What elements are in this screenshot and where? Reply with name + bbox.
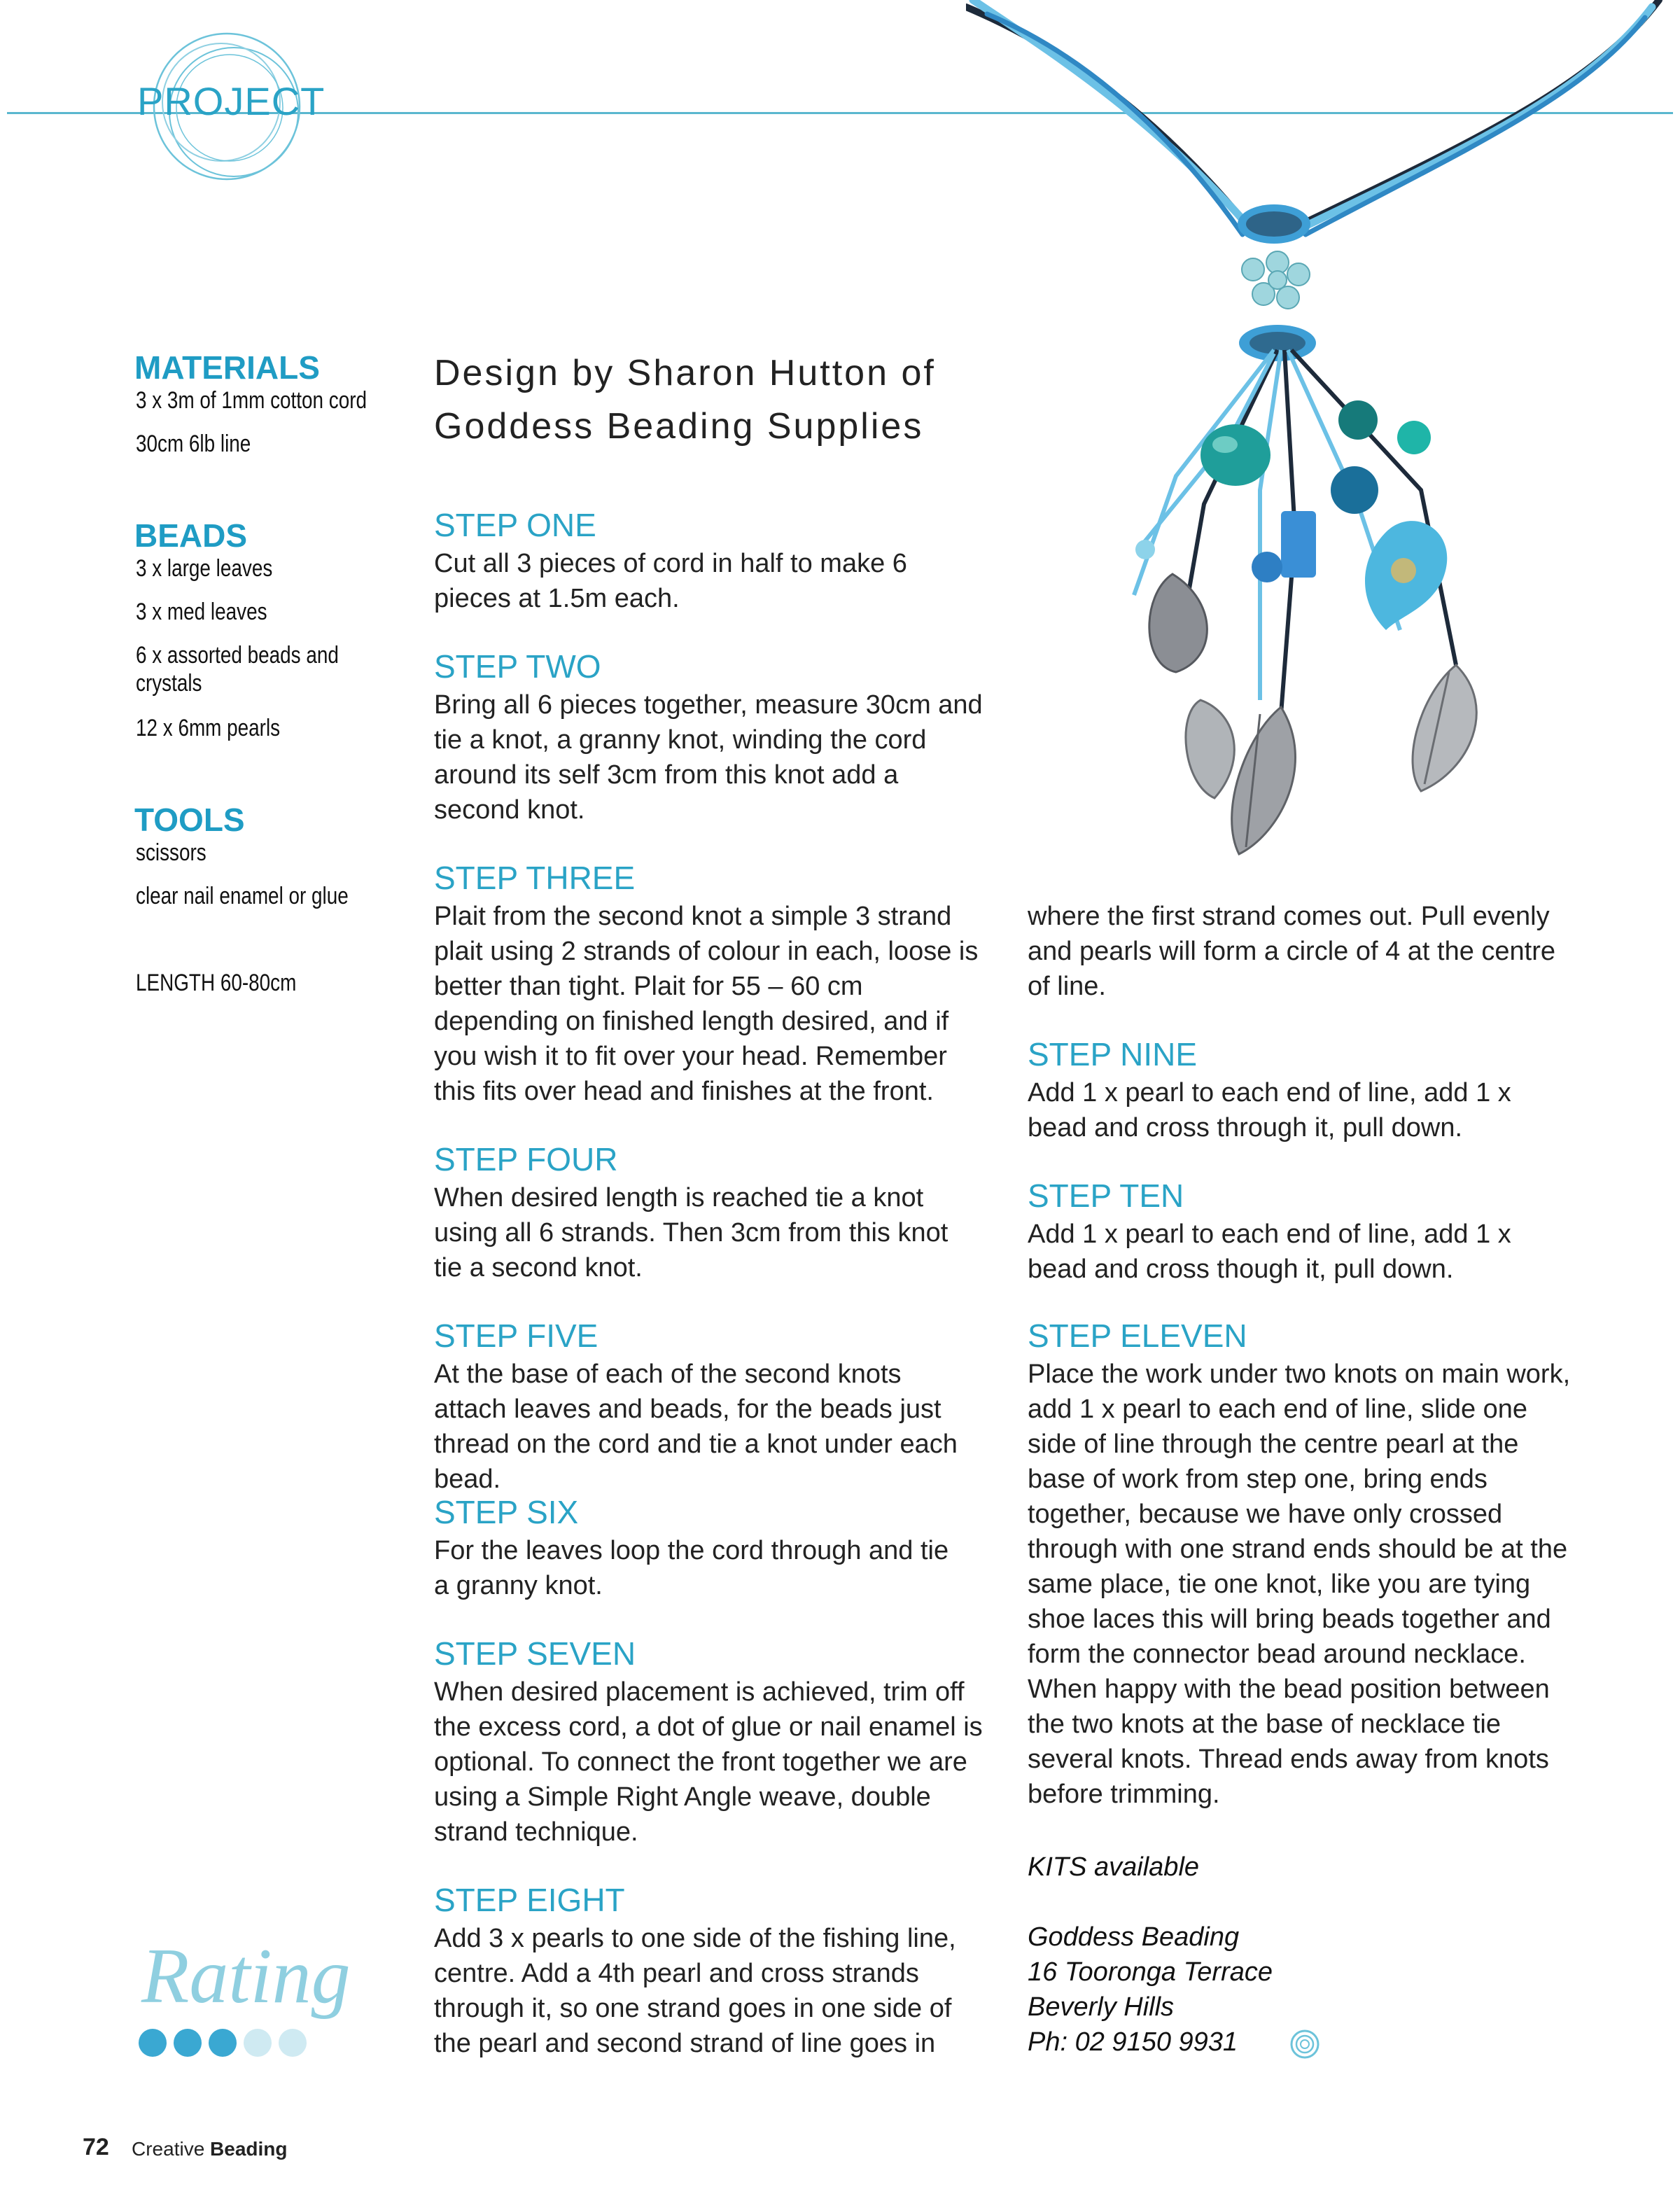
magazine-name (132, 2138, 288, 2160)
page-number: 72 (83, 2134, 109, 2160)
rating-label: Rating (141, 1933, 351, 2020)
beads-item: crystals (136, 670, 202, 697)
materials-item: 3 x 3m of 1mm cotton cord (136, 387, 368, 414)
step-text: Plait from the second knot a simple 3 strand plait using 2 strands of colour in each, loose is better than tight. Plait for 55 – 60 cm depending on finished length desired, and if you wish it to fit over your head. Remember this fits over head and finishes at the front. (434, 902, 979, 1106)
step-text: At the base of each of the second knots attach leaves and beads, for the beads just thread on the cord and tie a knot under each bead. (434, 1360, 958, 1494)
rating-dot-filled (174, 2029, 202, 2057)
kits-street: 16 Tooronga Terrace (1028, 1957, 1273, 1987)
step-title: STEP FOUR (434, 1141, 618, 1178)
step-title: STEP ELEVEN (1028, 1318, 1247, 1354)
kits-phone: Ph: 02 9150 9931 (1028, 2027, 1238, 2057)
rating-dots (139, 2029, 307, 2057)
design-credit (434, 347, 936, 453)
rating-widget (137, 1918, 389, 2065)
step-text: For the leaves loop the cord through and tie a granny knot. (434, 1536, 949, 1600)
length-spec: LENGTH 60-80cm (136, 970, 297, 996)
magazine-name-bold: Beading (210, 2138, 288, 2160)
materials-heading: MATERIALS (134, 349, 320, 386)
beads-item: 6 x assorted beads and (136, 642, 339, 669)
step-title: STEP THREE (434, 860, 636, 896)
beaded-necklace-photo (966, 0, 1666, 875)
rating-dot-empty (279, 2029, 307, 2057)
step-text: When desired length is reached tie a knot using all 6 strands. Then 3cm from this knot tie a second knot. (434, 1183, 948, 1283)
step-title: STEP ONE (434, 507, 596, 543)
kits-name: Goddess Beading (1028, 1922, 1240, 1952)
tools-item: clear nail enamel or glue (136, 883, 349, 909)
step-text-continued: where the first strand comes out. Pull evenly and pearls will form a circle of 4 at the centre of line. (1028, 902, 1556, 1001)
step-text: Add 3 x pearls to one side of the fishing line, centre. Add a 4th pearl and cross strands through it, so one strand goes in one side of the pearl and second strand of line goes in (434, 1924, 956, 2058)
tools-heading: TOOLS (134, 802, 245, 838)
step-text: Place the work under two knots on main work, add 1 x pearl to each end of line, slide one side of line through the centre pearl at the base of work from step one, bring ends together, because we have only crossed through with one strand ends should be at the same place, tie one knot, like you are tying shoe laces this will bring beads together and form the connector bead around necklace. When happy with the bead position between the two knots at the base of necklace tie several knots. Thread ends away from knots before trimming. (1028, 1360, 1571, 1809)
rating-dot-filled (139, 2029, 167, 2057)
step-text: Cut all 3 pieces of cord in half to make 6 pieces at 1.5m each. (434, 549, 907, 613)
step-title: STEP SIX (434, 1494, 579, 1530)
step-title: STEP TWO (434, 648, 601, 685)
step-title: STEP SEVEN (434, 1635, 636, 1672)
step-title: STEP FIVE (434, 1318, 598, 1354)
step-text: When desired placement is achieved, trim off the excess cord, a dot of glue or nail enamel is optional. To connect the front together we are using a Simple Right Angle weave, double strand technique. (434, 1677, 983, 1847)
step-title: STEP NINE (1028, 1036, 1197, 1072)
rating-dot-empty (244, 2029, 272, 2057)
step-title: STEP EIGHT (434, 1882, 625, 1918)
design-credit-line: Goddess Beading Supplies (434, 406, 924, 447)
rating-dot-filled (209, 2029, 237, 2057)
step-text: Add 1 x pearl to each end of line, add 1 x bead and cross through it, pull down. (1028, 1078, 1511, 1143)
step-text: Add 1 x pearl to each end of line, add 1 x bead and cross though it, pull down. (1028, 1220, 1511, 1284)
beads-item: 3 x large leaves (136, 555, 273, 582)
kits-suburb: Beverly Hills (1028, 1992, 1175, 2022)
beads-heading: BEADS (134, 517, 248, 554)
step-text: Bring all 6 pieces together, measure 30cm and tie a knot, a granny knot, winding the cord around its self 3cm from this knot add a second knot. (434, 690, 983, 825)
tools-item: scissors (136, 839, 206, 866)
materials-item: 30cm 6lb line (136, 431, 251, 457)
kits-label: KITS available (1028, 1852, 1200, 1882)
step-title: STEP TEN (1028, 1178, 1184, 1214)
end-of-article-icon (1289, 2029, 1320, 2060)
design-credit-line: Design by Sharon Hutton of (434, 353, 936, 393)
beads-item: 12 x 6mm pearls (136, 715, 281, 741)
beads-item: 3 x med leaves (136, 599, 267, 625)
section-label: PROJECT (137, 79, 326, 123)
magazine-name-light: Creative (132, 2138, 205, 2160)
